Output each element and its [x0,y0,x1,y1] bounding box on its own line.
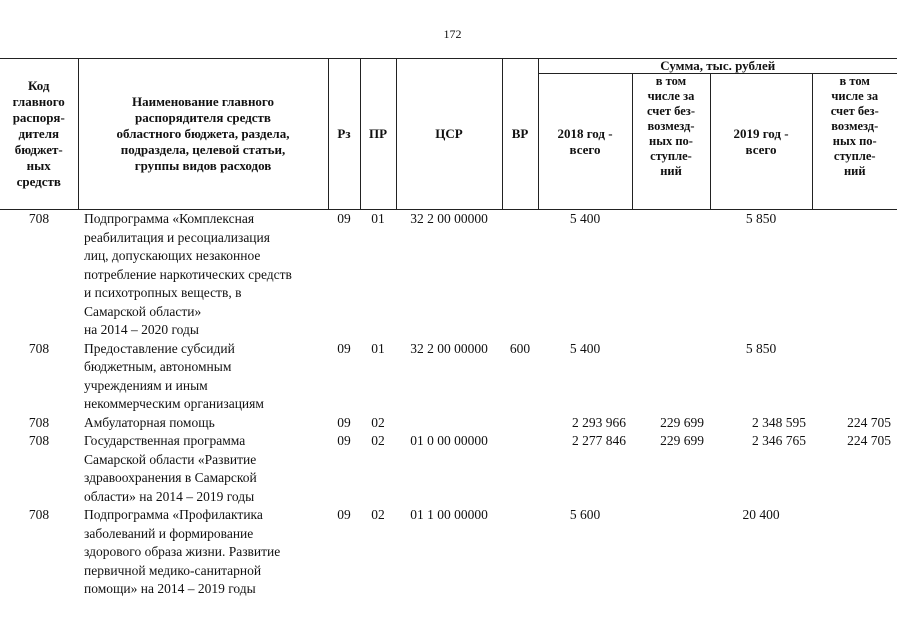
cell-name: Предоставление субсидий бюджетным, автономным учреждениям и иным некоммерческим организациям [84,340,264,411]
cell-csr: 01 0 00 00000 [410,433,488,448]
header-sum-group: Сумма, тыс. рублей [538,59,897,74]
cell-rz: 09 [337,507,351,522]
cell-kod: 708 [28,414,50,430]
table-row [0,432,897,506]
cell-2018-total: 2 293 966 [572,414,626,430]
cell-kod: 708 [28,340,50,356]
cell-pr: 02 [371,414,385,430]
table-row [0,340,897,414]
header-kod: Код главного распоря- дителя бюджет- ных средств [0,59,78,210]
cell-pr: 02 [371,507,385,522]
cell-2018-total: 5 400 [569,340,601,356]
cell-2018-incl [632,340,710,414]
cell-2018-incl [632,506,710,599]
cell-csr [396,414,502,433]
header-name: Наименование главного распорядителя средств областного бюджета, раздела, подраздела, целевой статьи, группы видов расходов [78,59,328,210]
cell-2019-total: 2 346 765 [752,433,806,448]
cell-2019-incl: 224 705 [847,414,891,430]
cell-2019-incl: 224 705 [847,433,891,448]
header-pr: ПР [360,59,396,210]
cell-vr: 600 [509,340,531,356]
header-2019-incl: в том числе за счет без- возмезд- ных по- ступле- ний [812,74,897,210]
header-rz: Рз [328,59,360,210]
cell-2019-incl [812,340,897,414]
cell-2019-total: 5 850 [745,340,777,356]
cell-csr: 32 2 00 00000 [410,211,488,226]
cell-kod: 708 [28,211,50,226]
cell-vr [502,414,538,433]
header-2019-total: 2019 год - всего [710,74,812,210]
cell-2018-total: 5 600 [569,507,601,522]
cell-csr: 01 1 00 00000 [410,507,488,522]
cell-name: Подпрограмма «Комплексная реабилитация и ресоциализация лиц, допускающих незаконное потребление наркотических средств и психотропных веществ, в Самарской области» на 2014 – 2020 годы [84,211,292,337]
cell-name: Подпрограмма «Профилактика заболеваний и формирование здорового образа жизни. Развитие первичной медико-санитарной помощи» на 2014 – 2019 годы [84,507,281,596]
cell-2018-incl [632,210,710,340]
cell-pr: 01 [371,211,385,226]
cell-name: Амбулаторная помощь [84,414,215,430]
cell-2019-incl [812,506,897,599]
page-number: 172 [443,27,462,41]
header-2018-total: 2018 год - всего [538,74,632,210]
header-vr: ВР [502,59,538,210]
table-row [0,414,897,433]
cell-vr [502,210,538,340]
table-row [0,506,897,599]
table-row [0,210,897,340]
cell-rz: 09 [337,211,351,226]
header-csr: ЦСР [396,59,502,210]
header-2018-incl: в том числе за счет без- возмезд- ных по- ступле- ний [632,74,710,210]
cell-pr: 01 [371,340,385,356]
cell-vr [502,432,538,506]
cell-2018-total: 2 277 846 [572,433,626,448]
cell-kod: 708 [28,507,50,522]
cell-name: Государственная программа Самарской области «Развитие здравоохранения в Самарской области» на 2014 – 2019 годы [84,433,257,504]
cell-rz: 09 [337,414,351,430]
cell-2018-total: 5 400 [569,211,601,226]
cell-2019-incl [812,210,897,340]
cell-2019-total: 2 348 595 [752,414,806,430]
cell-2018-incl: 229 699 [660,433,704,448]
cell-kod: 708 [28,433,50,448]
cell-2018-incl: 229 699 [660,414,704,430]
cell-pr: 02 [371,433,385,448]
cell-2019-total: 5 850 [745,211,777,226]
cell-rz: 09 [337,340,351,356]
budget-table [0,58,897,599]
cell-2019-total: 20 400 [742,507,780,522]
cell-rz: 09 [337,433,351,448]
cell-vr [502,506,538,599]
cell-csr: 32 2 00 00000 [410,340,488,356]
